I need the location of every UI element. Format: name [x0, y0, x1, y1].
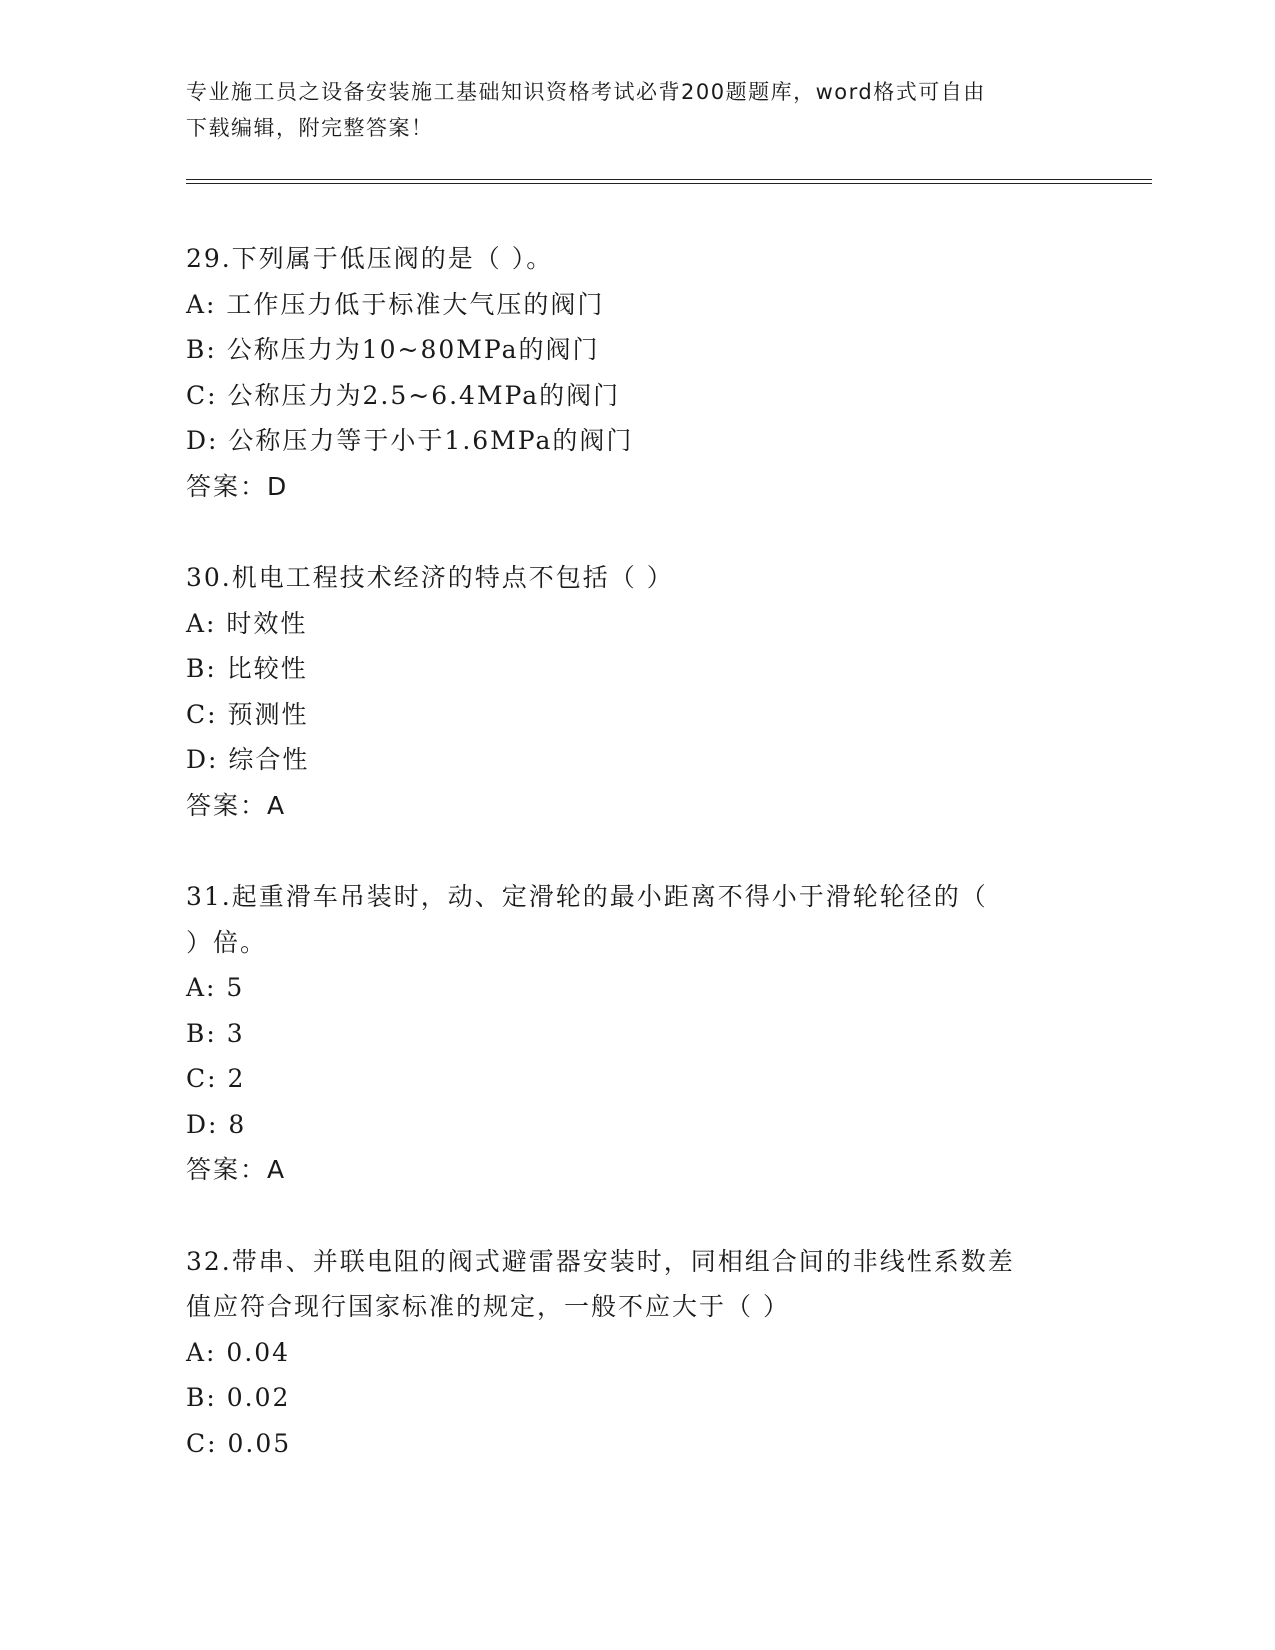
question-stem-line-1: 31.起重滑车吊装时，动、定滑轮的最小距离不得小于滑轮轮径的（ — [186, 882, 988, 911]
option-b: B: 比较性 — [186, 654, 308, 683]
question-list — [186, 236, 1086, 1512]
header-divider-bottom — [186, 183, 1152, 184]
question-stem-line-2: ）倍。 — [186, 927, 268, 957]
question-32 — [186, 1239, 1086, 1467]
option-b: B: 0.02 — [186, 1383, 291, 1412]
answer-line: 答案：A — [186, 790, 287, 820]
option-d: D: 公称压力等于小于1.6MPa的阀门 — [186, 426, 634, 455]
option-c: C: 预测性 — [186, 699, 309, 729]
question-31 — [186, 874, 1086, 1193]
question-stem: 29.下列属于低压阀的是（ ）。 — [186, 244, 554, 273]
question-stem-line-2: 值应符合现行国家标准的规定，一般不应大于（ ） — [186, 1292, 790, 1321]
option-d: D: 综合性 — [186, 745, 310, 774]
option-a: A: 时效性 — [186, 608, 308, 638]
question-stem: 30.机电工程技术经济的特点不包括（ ） — [186, 563, 674, 592]
option-c: C: 2 — [186, 1064, 246, 1093]
answer-line: 答案：D — [186, 471, 289, 501]
option-b: B: 3 — [186, 1018, 245, 1048]
option-a: A: 5 — [186, 973, 245, 1002]
document-header — [186, 74, 1066, 146]
header-line-1: 专业施工员之设备安装施工基础知识资格考试必背200题题库，word格式可自由 — [186, 80, 986, 104]
option-c: C: 0.05 — [186, 1428, 292, 1458]
header-line-2: 下载编辑，附完整答案！ — [186, 116, 434, 140]
question-stem-line-1: 32.带串、并联电阻的阀式避雷器安装时，同相组合间的非线性系数差 — [186, 1246, 1015, 1276]
question-30 — [186, 555, 1086, 828]
question-29 — [186, 236, 1086, 509]
option-c: C: 公称压力为2.5~6.4MPa的阀门 — [186, 380, 621, 410]
answer-line: 答案：A — [186, 1155, 287, 1184]
option-d: D: 8 — [186, 1109, 247, 1139]
option-a: A: 工作压力低于标准大气压的阀门 — [186, 289, 605, 319]
option-a: A: 0.04 — [186, 1337, 291, 1367]
option-b: B: 公称压力为10~80MPa的阀门 — [186, 335, 600, 364]
header-divider-top — [186, 179, 1152, 180]
